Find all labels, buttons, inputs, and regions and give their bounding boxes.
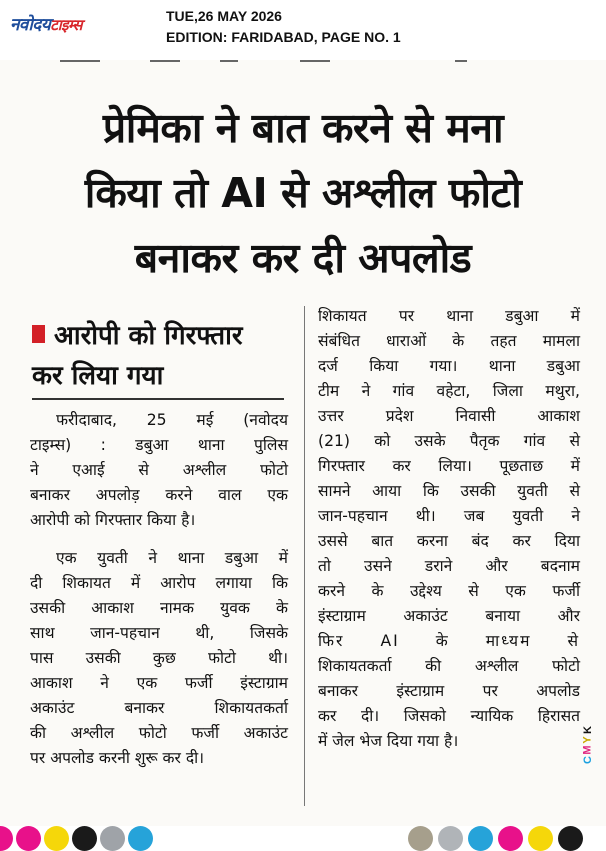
body-column-1-para-2	[30, 571, 288, 771]
subheading-line: आरोपी को गिरफ्तार	[54, 321, 243, 351]
registration-dot	[528, 826, 553, 851]
edition-page: EDITION: FARIDABAD, PAGE NO. 1	[166, 29, 401, 45]
text-line: की अश्लील फोटो फर्जी अकाउंट	[30, 724, 288, 742]
text-line: दी शिकायत में आरोप लगाया कि	[30, 574, 288, 592]
text-line: एक युवती ने थाना डबुआ में	[56, 549, 288, 567]
article-clipping	[0, 60, 606, 826]
registration-dot	[468, 826, 493, 851]
subheading-line: कर लिया गया	[32, 361, 164, 391]
text-line: फरीदाबाद, 25 मई (नवोदय	[56, 411, 288, 429]
registration-dot	[44, 826, 69, 851]
text-line: शिकायतकर्ता की अश्लील फोटो	[318, 657, 580, 675]
text-line: ने एआई से अश्लील फोटो	[30, 461, 288, 479]
headline-line: किया तो AI से अश्लील फोटो	[84, 169, 522, 217]
registration-dot	[128, 826, 153, 851]
text-line: पास उसकी कुछ फोटो थी।	[30, 649, 288, 667]
text-line: शिकायत पर थाना डबुआ में	[318, 307, 580, 325]
text-line: इंस्टाग्राम अकाउंट बनाया और	[318, 607, 580, 625]
registration-dot	[100, 826, 125, 851]
text-line: जान-पहचान थी। जब युवती ने	[318, 507, 580, 525]
registration-dot	[408, 826, 433, 851]
text-line: गिरफ्तार कर लिया। पूछताछ में	[318, 457, 580, 475]
text-line: पर अपलोड करनी शुरू कर दी।	[30, 749, 205, 767]
cmyk-letter: M	[581, 745, 594, 755]
registration-dot	[16, 826, 41, 851]
text-line: उससे बात करना बंद कर दिया	[318, 532, 580, 550]
text-line: आरोपी को गिरफ्तार किया है।	[30, 511, 196, 529]
body-column-2	[318, 304, 580, 754]
text-line: (21) को उसके पैतृक गांव से	[318, 432, 580, 450]
subheading-rule	[32, 398, 284, 400]
cmyk-registration-mark	[578, 716, 598, 764]
text-line: टीम ने गांव वहेटा, जिला मथुरा,	[318, 382, 580, 400]
text-line: सामने आया कि उसकी युवती से	[318, 482, 580, 500]
publication-date: TUE,26 MAY 2026	[166, 8, 282, 24]
text-line: टाइम्स) : डबुआ थाना पुलिस	[30, 436, 288, 454]
text-line: उत्तर प्रदेश निवासी आकाश	[318, 407, 580, 425]
logo-text-navodaya: नवोदय	[10, 15, 51, 35]
text-line: साथ जान-पहचान थी, जिसके	[30, 624, 288, 642]
newspaper-logo	[10, 12, 82, 35]
header-bar	[0, 0, 606, 61]
text-line: कर दी। जिसको न्यायिक हिरासत	[318, 707, 580, 725]
text-line: बनाकर अपलोड़ करने वाल एक	[30, 486, 288, 504]
text-line: अकाउंट बनाकर शिकायतकर्ता	[30, 699, 288, 717]
registration-dot	[72, 826, 97, 851]
text-line: तो उसने डराने और बदनाम	[318, 557, 580, 575]
column-divider	[304, 306, 305, 806]
text-line: दर्ज किया गया। थाना डबुआ	[318, 357, 580, 375]
text-line: फिर AI के माध्यम से	[318, 632, 580, 650]
text-line: बनाकर इंस्टाग्राम पर अपलोड	[318, 682, 580, 700]
cut-edge-remnant	[0, 60, 606, 68]
cmyk-letter: K	[581, 726, 594, 734]
text-line: उसकी आकाश नामक युवक के	[30, 599, 288, 617]
edition-info	[166, 6, 401, 48]
cmyk-letter: Y	[581, 736, 594, 744]
headline-line: प्रेमिका ने बात करने से मना	[102, 104, 504, 152]
body-column-1-para-2-start	[56, 546, 288, 571]
text-line: संबंधित धाराओं के तहत मामला	[318, 332, 580, 350]
registration-dot	[558, 826, 583, 851]
registration-dot	[438, 826, 463, 851]
headline-line: बनाकर कर दी अपलोड	[134, 234, 472, 282]
registration-dot	[498, 826, 523, 851]
body-column-1-para-1	[30, 408, 288, 533]
text-line: करने के उद्देश्य से एक फर्जी	[318, 582, 580, 600]
text-line: में जेल भेज दिया गया है।	[318, 732, 459, 750]
text-line: आकाश ने एक फर्जी इंस्टाग्राम	[30, 674, 288, 692]
logo-text-times: टाइम्स	[50, 16, 83, 34]
article-headline	[6, 96, 600, 291]
red-square-bullet-icon	[32, 325, 45, 343]
article-subheading	[32, 316, 284, 396]
cmyk-letter: C	[581, 756, 594, 764]
